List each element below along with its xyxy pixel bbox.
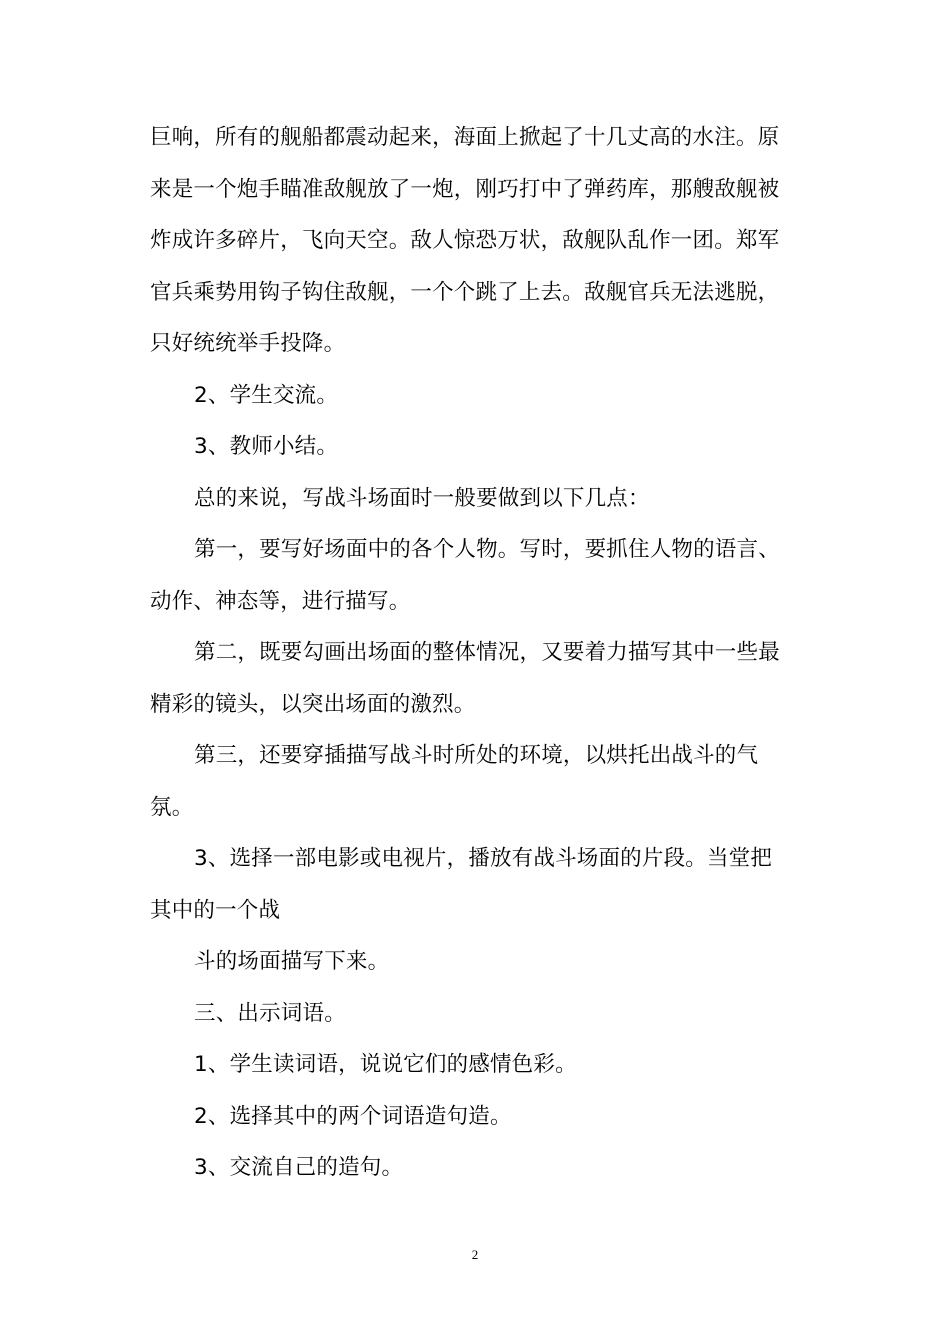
text-line-6: 2、学生交流。 — [194, 382, 339, 408]
text-line-7: 3、教师小结。 — [194, 434, 339, 459]
text-line-12: 精彩的镜头，以突出场面的激烈。 — [150, 691, 476, 717]
text-line-11: 第二，既要勾画出场面的整体情况，又要着力描写其中一些最 — [194, 640, 780, 665]
text-line-2: 来是一个炮手瞄准敌舰放了一炮，刚巧打中了弹药库，那艘敌舰被 — [150, 176, 780, 202]
text-line-13: 第三，还要穿插描写战斗时所处的环境，以烘托出战斗的气 — [194, 743, 759, 768]
body-text — [150, 112, 810, 1194]
text-line-16: 其中的一个战 — [150, 897, 281, 923]
text-line-21: 3、交流自己的造句。 — [194, 1155, 404, 1180]
text-line-17: 斗的场面描写下来。 — [194, 949, 390, 974]
text-line-5: 只好统统举手投降。 — [150, 331, 346, 356]
text-line-10: 动作、神态等，进行描写。 — [150, 588, 411, 614]
text-line-19: 1、学生读词语，说说它们的感情色彩。 — [194, 1052, 577, 1077]
text-line-1: 巨响，所有的舰船都震动起来，海面上掀起了十几丈高的水注。原 — [150, 125, 780, 150]
text-line-14: 氛。 — [150, 794, 194, 820]
text-line-15: 3、选择一部电影或电视片，播放有战斗场面的片段。当堂把 — [194, 846, 773, 871]
text-line-8: 总的来说，写战斗场面时一般要做到以下几点： — [194, 485, 650, 511]
text-line-18: 三、出示词语。 — [194, 1000, 346, 1026]
text-line-4: 官兵乘势用钩子钩住敌舰，一个个跳了上去。敌舰官兵无法逃脱， — [150, 279, 780, 305]
text-line-9: 第一，要写好场面中的各个人物。写时，要抓住人物的语言、 — [194, 537, 780, 562]
text-line-3: 炸成许多碎片，飞向天空。敌人惊恐万状，敌舰队乱作一团。郑军 — [150, 228, 780, 253]
page-number: 2 — [471, 1247, 479, 1262]
text-line-20: 2、选择其中的两个词语造句造。 — [194, 1103, 512, 1129]
